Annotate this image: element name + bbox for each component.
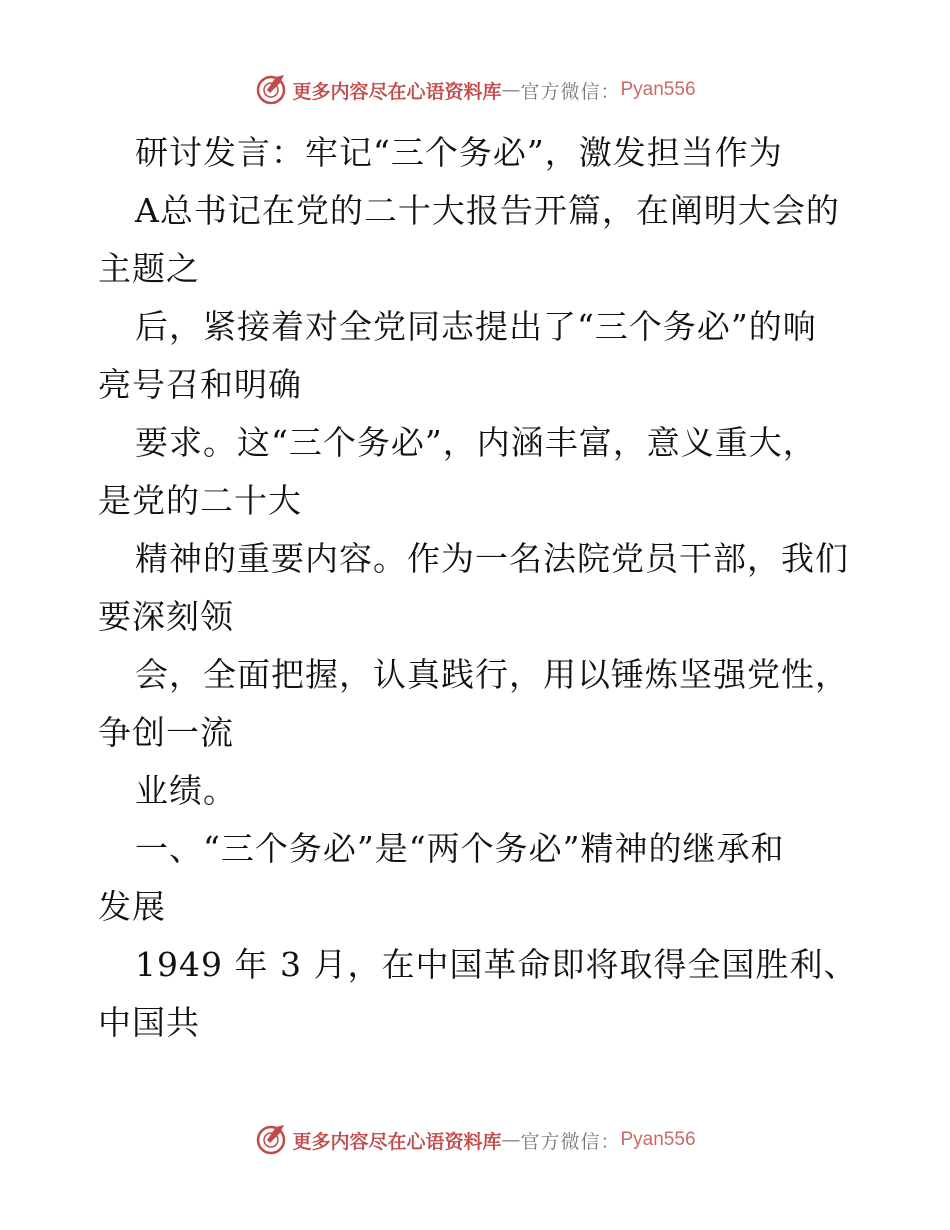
text-line: 1949 年 3 月，在中国革命即将取得全国胜利、 — [135, 945, 858, 984]
text-line: 发展 — [98, 887, 166, 926]
banner-wechat-id: Pyan556 — [620, 79, 696, 100]
banner-text: 更多内容尽在心语资料库 — [292, 1130, 502, 1153]
text-line: 中国共 — [98, 1003, 200, 1042]
text-line: 主题之 — [98, 249, 200, 288]
text-line: 要求。这“三个务必”，内涵丰富，意义重大， — [135, 423, 817, 462]
text-line: 一、“三个务必”是“两个务必”精神的继承和 — [135, 829, 785, 868]
document-body — [98, 124, 858, 1052]
pen-circle-icon — [254, 73, 288, 107]
text-line: 会，全面把握，认真践行，用以锤炼坚强党性， — [135, 655, 849, 694]
text-line: A总书记在党的二十大报告开篇，在阐明大会的 — [135, 191, 840, 230]
banner-dash: — — [501, 1129, 521, 1151]
banner-label: 官方微信： — [520, 80, 621, 103]
text-line: 精神的重要内容。作为一名法院党员干部，我们 — [135, 539, 849, 578]
header-banner — [0, 70, 950, 110]
text-line: 亮号召和明确 — [98, 365, 302, 404]
banner-text: 更多内容尽在心语资料库 — [292, 80, 502, 103]
footer-banner — [0, 1120, 950, 1160]
text-line: 业绩。 — [135, 771, 237, 810]
text-line: 后，紧接着对全党同志提出了“三个务必”的响 — [135, 307, 817, 346]
pen-circle-icon — [254, 1123, 288, 1157]
banner-dash: — — [501, 79, 521, 101]
text-line: 要深刻领 — [98, 597, 234, 636]
text-line: 研讨发言：牢记“三个务必”，激发担当作为 — [135, 133, 783, 172]
banner-wechat-id: Pyan556 — [620, 1129, 696, 1150]
text-line: 争创一流 — [98, 713, 234, 752]
text-line: 是党的二十大 — [98, 481, 302, 520]
banner-label: 官方微信： — [520, 1130, 621, 1153]
